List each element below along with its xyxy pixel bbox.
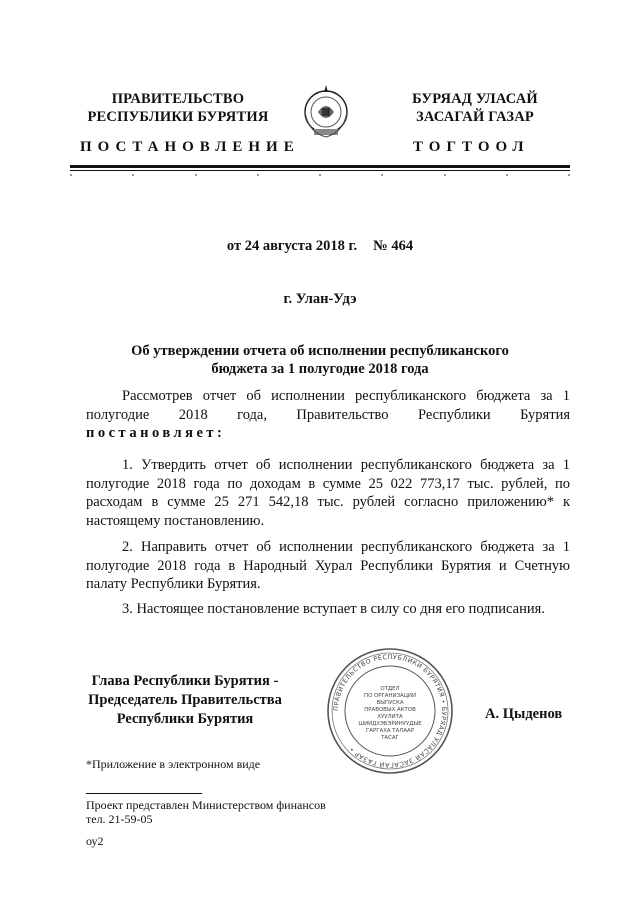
title-line1: Об утверждении отчета об исполнении республиканского	[131, 343, 509, 359]
header-right-line1: БУРЯАД УЛАСАЙ	[412, 91, 538, 107]
coat-of-arms-icon	[300, 82, 352, 142]
seal-ring-text: ПРАВИТЕЛЬСТВО РЕСПУБЛИКИ БУРЯТИЯ • БУРЯАД УЛАСАЙ ЗАСАГАЙ ГАЗАР •	[332, 653, 448, 769]
decree-word: постановляет:	[86, 425, 226, 441]
seal-center-line: ПО ОРГАНИЗАЦИИ	[364, 693, 416, 699]
seal-center-line: ПРАВОВЫХ АКТОВ	[364, 707, 416, 713]
header-right	[380, 90, 570, 126]
date-number-line	[0, 238, 640, 255]
signatory-title-line3: Республики Бурятия	[116, 711, 254, 727]
header-left	[58, 90, 298, 126]
doc-type-right: ТОГТООЛ	[413, 139, 530, 155]
paragraph-item-2: 2. Направить отчет об исполнении республиканского бюджета за 1 полугодие 2018 года в Народный Хурал Республики Бурятия и Счетную палату Республики Бурятия.	[86, 539, 570, 592]
signatory-title-line2: Председатель Правительства	[88, 692, 282, 708]
document-city: г. Улан-Удэ	[283, 291, 357, 307]
seal-center-line: ОТДЕЛ	[380, 686, 400, 692]
project-info	[86, 798, 326, 826]
header-left-line2: РЕСПУБЛИКИ БУРЯТИЯ	[87, 109, 269, 125]
paragraph-item-3: 3. Настоящее постановление вступает в силу со дня его подписания.	[122, 601, 545, 617]
official-seal-stamp	[325, 646, 455, 776]
seal-center-line: ТАСАГ	[381, 735, 399, 741]
footer-separator	[86, 793, 202, 794]
header-right-line2: ЗАСАГАЙ ГАЗАР	[416, 109, 534, 125]
doc-type-left: ПОСТАНОВЛЕНИЕ	[80, 139, 300, 155]
signatory-title-line1: Глава Республики Бурятия -	[91, 673, 279, 689]
preamble-text: Рассмотрев отчет об исполнении республиканского бюджета за 1 полугодие 2018 года, Правительство Республики Бурятия	[86, 388, 570, 423]
seal-center-line: ГАРГАХА ТАЛААР	[366, 728, 414, 734]
document-code: оу2	[86, 834, 104, 848]
signatory-title	[80, 672, 290, 729]
project-phone: тел. 21-59-05	[86, 812, 153, 826]
document-date: от 24 августа 2018 г.	[226, 238, 358, 254]
header-divider-thin	[70, 170, 570, 171]
appendix-note: *Приложение в электронном виде	[86, 757, 261, 771]
seal-center-line: ВЫПУСКА	[376, 700, 404, 706]
seal-center-line: ХУУЛИТА	[377, 714, 403, 720]
document-number: № 464	[373, 238, 414, 254]
title-line2: бюджета за 1 полугодие 2018 года	[211, 361, 429, 377]
header-left-line1: ПРАВИТЕЛЬСТВО	[111, 91, 245, 107]
paragraph-preamble	[86, 387, 570, 443]
header-divider-thick	[70, 165, 570, 168]
project-submitted-by: Проект представлен Министерством финансов	[86, 798, 326, 812]
seal-center-line: ШИИДХЭБЭРИНУУДЫЕ	[358, 721, 422, 727]
signatory-name: А. Цыденов	[485, 706, 563, 722]
document-title	[70, 342, 570, 378]
header-dotted-line	[70, 174, 570, 178]
paragraph-item-1: 1. Утвердить отчет об исполнении республиканского бюджета за 1 полугодие 2018 года по доходам в сумме 25 022 773,17 тыс. рублей, по расходам в сумме 25 271 542,18 тыс. рублей согласно приложению* к настоящему постановлению.	[86, 457, 570, 529]
